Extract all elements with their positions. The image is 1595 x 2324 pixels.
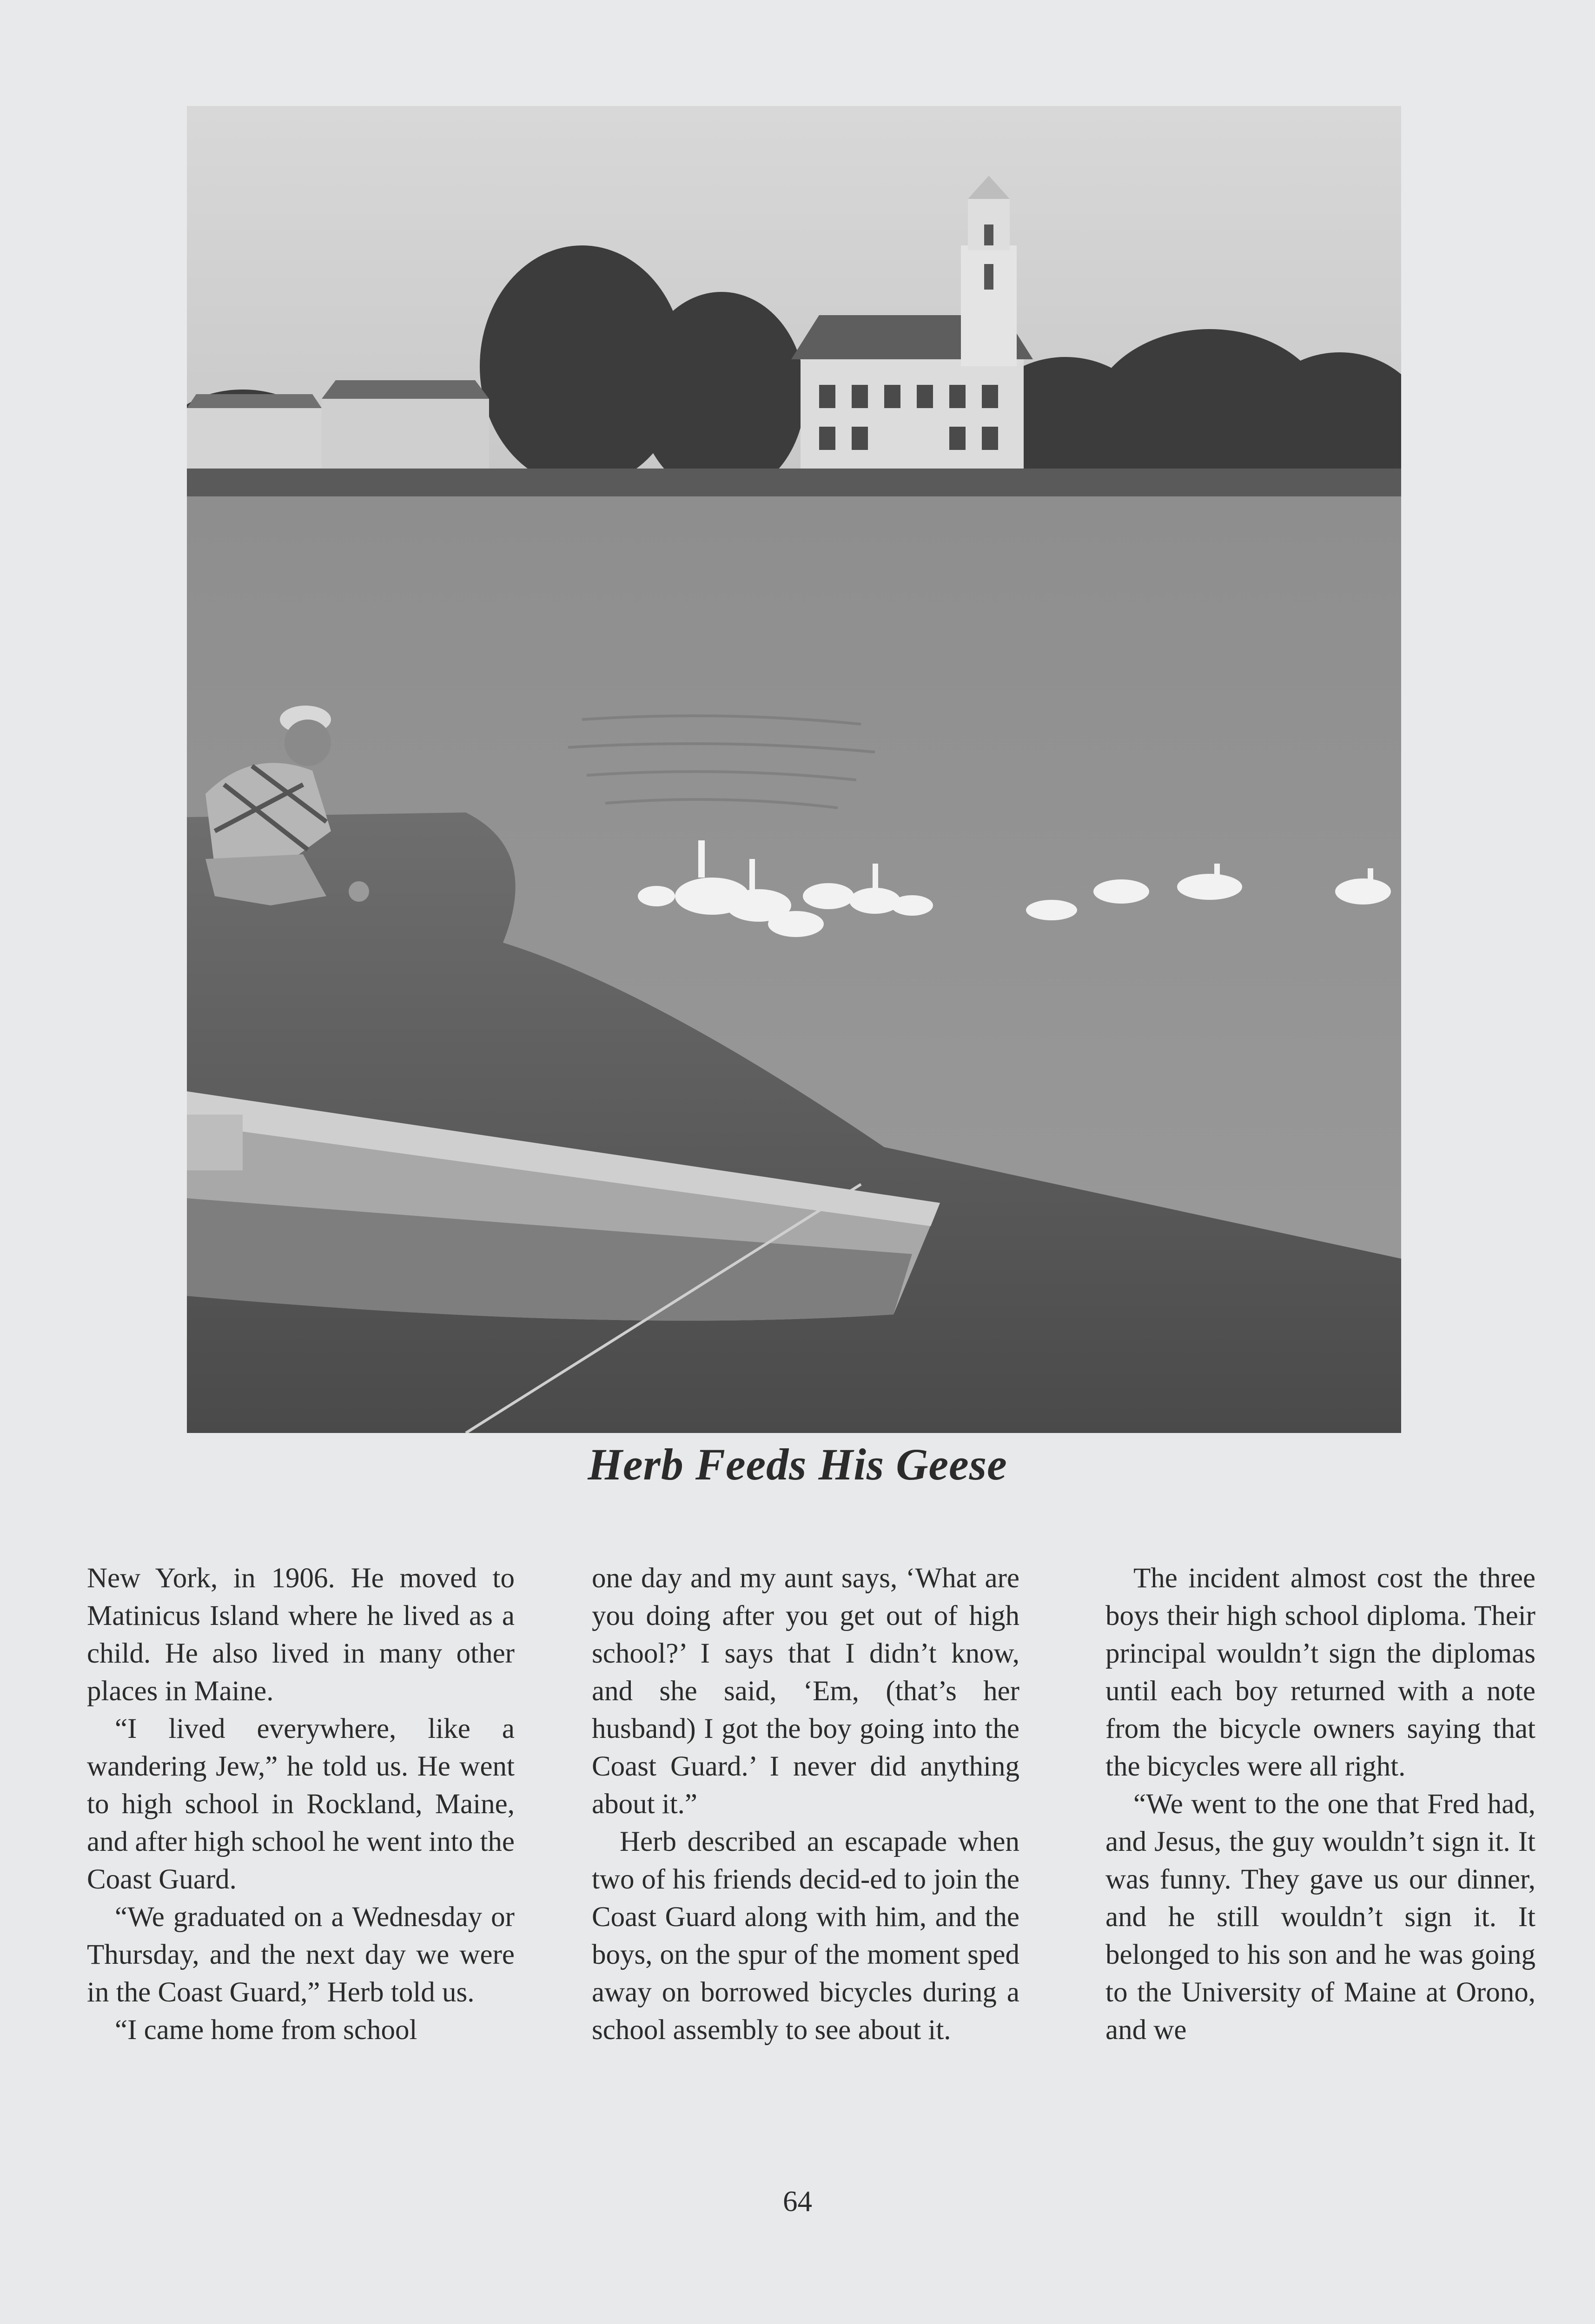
text-column-3 (1105, 1559, 1535, 2049)
paragraph: New York, in 1906. He moved to Matinicus Island where he lived as a child. He also lived in many other places in Maine. (87, 1563, 515, 1707)
text-column-2 (592, 1559, 1019, 2049)
paragraph: “We went to the one that Fred had, and Jesus, the guy wouldn’t sign it. It was funny. They gave us our dinner, and he still wouldn’t sign it. It belonged to his son and he was going to the University of Maine at Orono, and we (1105, 1789, 1535, 2046)
photo-caption: Herb Feeds His Geese (588, 1439, 1007, 1489)
page-number: 64 (783, 2185, 812, 2218)
paragraph: “We graduated on a Wednesday or Thursday, and the next day we were in the Coast Guard,” Herb told us. (87, 1901, 515, 2008)
text-column-1 (87, 1559, 515, 2049)
paragraph: Herb described an escapade when two of his friends decid-ed to join the Coast Guard along with him, and the boys, on the spur of the moment sped away on borrowed bicycles during a school assembly to see about it. (592, 1826, 1019, 2046)
paragraph: “I lived everywhere, like a wandering Jew,” he told us. He went to high school in Rockland, Maine, and after high school he went into the Coast Guard. (87, 1713, 515, 1895)
paragraph: “I came home from school (115, 2014, 417, 2046)
photo-illustration (187, 106, 1401, 1433)
paragraph: one day and my aunt says, ‘What are you doing after you get out of high school?’ I says that I didn’t know, and she said, ‘Em, (that’s her husband) I got the boy going into the Coast Guard.’ I never did anything about it.” (592, 1563, 1019, 1820)
photo-herb-feeding-geese (187, 106, 1401, 1433)
paragraph: The incident almost cost the three boys their high school diploma. Their principal wouldn’t sign the diplomas until each boy returned with a note from the bicycle owners saying that the bicycles were all right. (1105, 1563, 1535, 1782)
